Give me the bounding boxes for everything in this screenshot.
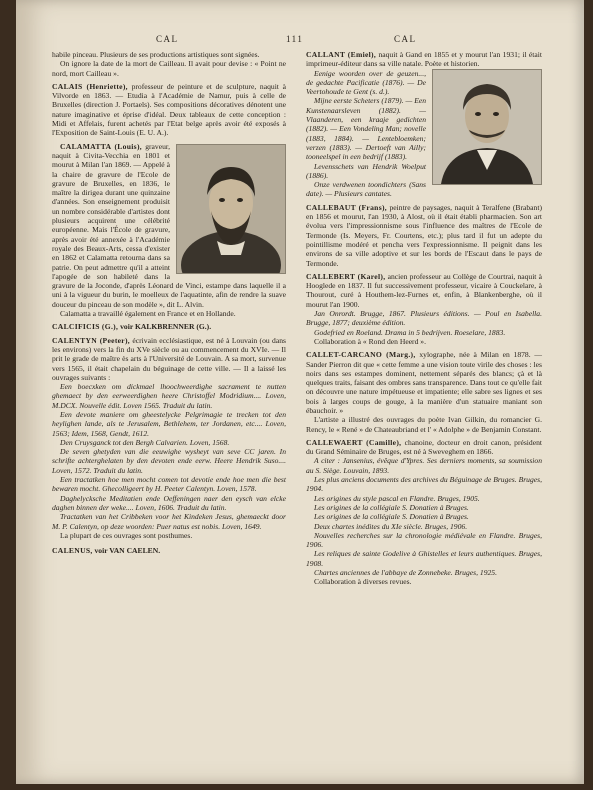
entry-text: naquit à Gand en 1855 et y mourut l'an 1931; il était imprimeur-éditeur dans sa ville natale. Poète et historien. xyxy=(306,50,542,69)
entry-text: écrivain ecclésiastique, est né à Louvain (ou dans les environs) vers la fin du XVe siècle ou au commencement du XVIe. — Il prit le grade de maître ès arts à l'Université de Louvain. A sa mort, survenue vers 1565, il était chapelain du béguinage de cette ville. — Il a laissé les ouvrages suivants : xyxy=(52,335,286,382)
headword: CALAIS (Henriette), xyxy=(52,81,128,91)
work-item: Een boecxken om dickmael lhoochweerdighe sacrament te nutten ghemaect by den eerweerdighen heere Christoffel Modridium.... Loven, M.DCX. Nouvelle édit. Loven 1565. Traduit du latin. xyxy=(52,382,286,410)
entry-text: On ignore la date de la mort de Cailleau. Il avait pour devise : « Point ne nord, mort Cailleau ». xyxy=(52,59,286,78)
book-page xyxy=(16,0,584,784)
entry-callant xyxy=(306,50,542,199)
running-head-left: CAL xyxy=(156,34,179,44)
right-column xyxy=(306,50,542,591)
headword: CALENTYN (Peeter), xyxy=(52,335,131,345)
work-item: Tractatken van het Cribbeken voor het Kindeken Jesus, ghemaeckt door M. P. Calentyn, op deze woorden: Puer natus est nobis. Loven, 1649. xyxy=(52,512,286,531)
work-item: Les reliques de sainte Godelive à Ghistelles et leurs authentiques. Bruges, 1908. xyxy=(306,549,542,568)
headword: CALLEBAUT (Frans), xyxy=(306,202,387,212)
headword: CALLANT (Emiel), xyxy=(306,50,377,59)
work-item: Daghelycksche Meditatien ende Oeffeningen naer den eysch van elcke daghen binnen der weke.... Loven, 1606. Traduit du latin. xyxy=(52,493,286,512)
work-item: Les origines de la collégiale S. Donatien à Bruges. xyxy=(314,502,469,512)
running-head-right: CAL xyxy=(394,34,417,44)
work-item: Een tractatken hoe men mocht comen tot devotie ende hoe men die best bewaren mocht. Ghecolligeert by H. Peeter Calentyn. Loven, 1578. xyxy=(52,475,286,494)
work-item: Nouvelles recherches sur la chronologie médiévale en Flandre. Bruges, 1906. xyxy=(306,530,542,550)
work-item: Eenige woorden over de geuzen..., de gedachte Pacificatie (1876). — De Veertohoude te Gent (s. d.). xyxy=(306,68,426,97)
entry-cailleau-end xyxy=(52,50,286,78)
entry-callewaert xyxy=(306,438,542,587)
entry-calentyn xyxy=(52,336,286,541)
work-item: Godefried en Roeland. Drama in 5 bedrijven. Roeselare, 1883. xyxy=(314,327,506,337)
headword: CALLEBERT (Karel), xyxy=(306,271,386,281)
cross-reference: voir VAN CAELEN. xyxy=(94,546,161,556)
work-item: Een devote maniere om gheestelycke Pelgrimagie te trecken tot den heylighen lande, als te Jerusalem, Bethlehem, ter Jordanen, etc.... Loven, 1563; Idem, 1568, Gendt, 1612. xyxy=(52,409,286,438)
headword: CALENUS, xyxy=(52,546,93,556)
entry-text: professeur de peinture et de sculpture, naquit à Vilvorde en 1863. — Etudia à l'Académie de Namur, puis à celle de Bruxelles (direction J. Portaels). Ses compositions décoratives dénotent une nature imaginative et éprise d'idéal. Deux tableaux de cette conception : Midi et Affelais, furent achetés par l'Etat belge après avoir été exposés à l'Exposition de Saint-Louis (E. U. A.). xyxy=(52,81,286,138)
entry-text: habile pinceau. Plusieurs de ses productions artistiques sont signées. xyxy=(52,50,260,59)
work-item: De seven ghetyden van die eeuwighe wysheyt van seve CC jaren. In schrifte achterghelaten by den devoten ende eerw. Heere Hendrik Suso.... Loven, 1572. Traduit du latin. xyxy=(52,447,286,475)
entry-text: ancien professeur au Collège de Courtrai, naquit à Hooglede en 1837. Il fut successivement professeur, vicaire à Couckelare, à Thourout, curé à Houthem-lez-Furnes et, enfin, à Blankenberghe, où il mourut l'an 1900. xyxy=(306,271,542,309)
entry-text: chanoine, docteur en droit canon, président du Grand Séminaire de Bruges, est né à Sweveghem en 1866. xyxy=(306,437,542,457)
portrait-image xyxy=(433,70,541,184)
work-item: A citer : Jansenius, évêque d'Ypres. Ses derniers moments, sa soumission au S. Siège. Louvain, 1893. xyxy=(306,456,542,475)
entry-calais xyxy=(52,82,286,138)
work-item: Jan Onrordt. Brugge, 1867. Plusieurs éditions. — Poul en Isabella. Brugge, 1877; deuxième édition. xyxy=(306,309,542,328)
entry-text: peintre de paysages, naquit à Teralfene (Brabant) en 1856 et mourut, l'an 1930, à Alost, où il était établi pharmacien. Son art évolua vers l'impressionnisme sous l'influence des maîtres de l'Ecole de Termonde (Is. Meyers, Fr. Courtens, etc.); plus tard il fut un adepte du pointillisme modéré et pencha vers l'expressionnisme. Il peignit dans les environs de sa ville adoptive et sur les bords de l'Escaut dans le pays de Termonde. xyxy=(306,202,542,268)
headword: CALCIFICIS (G.), xyxy=(52,322,119,332)
portrait-image xyxy=(177,145,285,273)
entry-text: L'artiste a illustré des ouvrages du poète Ivan Gilkin, du romancier G. Rency, le « René » de Chateaubriand et l' « Adolphe » de Benjamin Constant. xyxy=(306,415,542,434)
work-item: Onze verdwenen toondichters (Sans date). — Plusieurs cantates. xyxy=(306,180,426,199)
entry-callebaut xyxy=(306,203,542,268)
entry-callebert xyxy=(306,272,542,346)
entry-callet-carcano xyxy=(306,350,542,434)
entry-text: La plupart de ces ouvrages sont posthumes. xyxy=(60,530,193,540)
entry-calenus xyxy=(52,546,286,555)
page-number: 111 xyxy=(286,34,304,44)
cross-reference: voir KALKBRENNER (G.). xyxy=(120,322,212,332)
entry-calamatta xyxy=(52,142,286,319)
work-item: Chartes anciennes de l'abbaye de Zonnebeke. Bruges, 1925. xyxy=(314,568,497,578)
entry-text: Collaboration à « Rond den Heerd ». xyxy=(314,336,426,346)
entry-text: xylographe, née à Milan en 1878. — Sander Pierron dit que « cette femme a une vision toute virile des choses : les noirs dans ses estampes dominent, nettement séparés des blancs; çà et là quelques traits, faisant des ombres sans transparence. Dans tout ce qu'elle fait on découvre une nature impétueuse et impatiente; elle sabre ses lignes et ses bois à larges coups de gouge, à la manière d'un statuaire maniant son ébauchoir. » xyxy=(306,350,542,415)
entry-calcificis xyxy=(52,322,286,331)
entry-text: graveur, naquit à Civita-Vecchia en 1801 et mourut à Milan l'an 1869. — Appelé à la chaire de gravure de l'Ecole de gravure de Bruxelles, en 1836, le maître la dirigea durant une quinzaine d'années. Son enseignement produisit un nombre considérable d'artistes dont plusieurs acquirent une célébrité européenne. Mais l'École de gravure, après avoir été annexée à l'Académie royale des Beaux-Arts, cessa d'exister en 1862 et Calamatta retourna dans sa patrie. On peut admettre qu'il a atteint l'apogée de son habileté dans la gravure de la Joconde, d'après Léonard de Vinci, estampe dans laquelle il a uni à la vigueur du burin, le moelleux de l'aquatinte, afin de rendre la suave douceur du pinceau de son modèle », dit L. Alvin. xyxy=(52,141,286,309)
portrait-callant xyxy=(432,69,542,185)
entry-text: Calamatta a travaillé également en France et en Hollande. xyxy=(60,309,236,319)
headword: CALLET-CARCANO (Marg.), xyxy=(306,350,416,360)
headword: CALAMATTA (Louis), xyxy=(60,141,142,151)
entry-text: Collaboration à diverses revues. xyxy=(314,577,412,587)
left-column xyxy=(52,50,286,559)
portrait-calamatta xyxy=(176,144,286,274)
work-item: Les origines du style pascal en Flandre. Bruges, 1905. xyxy=(314,493,480,503)
work-item: Les plus anciens documents des archives du Béguinage de Bruges. Bruges, 1904. xyxy=(306,475,542,494)
work-item: Les origines de la collégiale S. Donatien à Bruges. xyxy=(314,512,469,522)
work-item: Levensschets van Hendrik Woelput (1886). xyxy=(306,161,426,180)
work-item: Mijne eerste Scheters (1879). — Een Kunstenaarsleven (1882). — Vlaanderen, een kraaje gedichten (1882). — Een Vondeling Man; novelle (1883, 1884). — Lentebloemken; verzen (1883). — Dertoeft van Ailly; tooneelspel in een bedrijf (1883). xyxy=(306,96,426,162)
headword: CALLEWAERT (Camille), xyxy=(306,437,402,447)
work-item: Deux chartes inédites du XIe siècle. Bruges, 1906. xyxy=(314,521,468,531)
work-item: Den Cruysganck tot den Bergh Calvarien. Loven, 1568. xyxy=(60,437,230,447)
